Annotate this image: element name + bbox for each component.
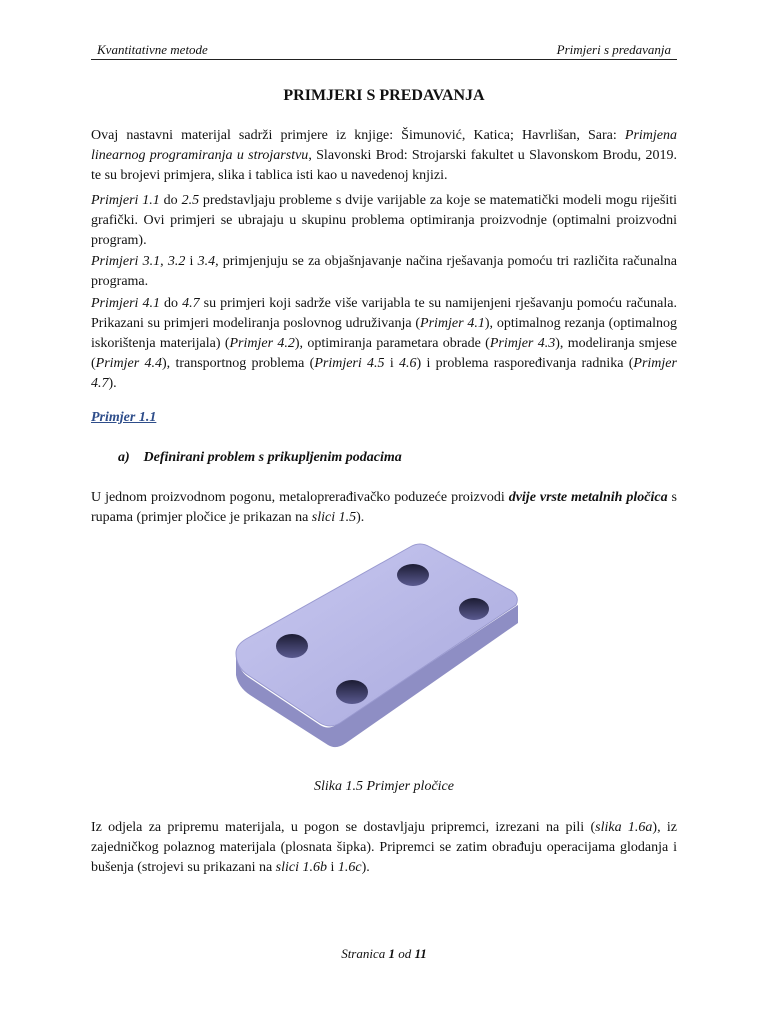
paragraph-preparation: Iz odjela za pripremu materijala, u pogon se dostavljaju pripremci, izrezani na pili (slika 1.6a), iz zajedničkog polaznog materijala (plosnata šipka). Pripremci se zatim obrađuju operacijama glodanja i bušenja (strojevi su prikazani na slici 1.6b i 1.6c).: [91, 820, 677, 875]
page-header: [91, 42, 677, 60]
subheading-label: a): [118, 450, 130, 465]
book-title: Primjena linearnog programiranja u strojarstvu: [91, 128, 677, 163]
hole: [336, 680, 368, 704]
page-footer: Stranica 1 od 11: [341, 946, 427, 961]
section-subheading: [118, 450, 402, 466]
paragraph-examples-1-2: Primjeri 1.1 do 2.5 predstavljaju probleme s dvije varijable za koje se matematički modeli mogu riješiti grafički. Ovi primjeri se ubrajaju u skupinu problema optimiranja proizvodnje (optimalni proizvodni program).: [91, 193, 678, 248]
header-right: Primjeri s predavanja: [556, 42, 671, 57]
page-title: PRIMJERI S PREDAVANJA: [283, 87, 485, 104]
page-total: 11: [414, 946, 427, 961]
bold-emphasis: dvije vrste metalnih pločica: [508, 490, 668, 505]
page-number: 1: [388, 946, 395, 961]
header-left: Kvantitativne metode: [97, 42, 208, 57]
paragraph-examples-4: Primjeri 4.1 do 4.7 su primjeri koji sadrže više varijabla te su namijenjeni rješavanju pomoću računala. Prikazani su primjeri modeliranja poslovnog udruživanja (Primjer 4.1), optimalnog rezanja (optimalnog iskorištenja materijala) (Primjer 4.2), optimiranja parametara obrade (Primjer 4.3), modeliranja smjese (Primjer 4.4), transportnog problema (Primjeri 4.5 i 4.6) i problema raspoređivanja radnika (Primjer 4.7).: [91, 296, 678, 391]
paragraph-intro-source: Ovaj nastavni materijal sadrži primjere iz knjige: Šimunović, Katica; Havrlišan, Sara: Primjena linearnog programiranja u strojarstvu, Slavonski Brod: Strojarski fakultet u Slavonskom Brodu, 2019. te su brojevi primjera, slika i tablica isti kao u navedenoj knjizi.: [91, 128, 678, 183]
figure-plate: [228, 535, 528, 765]
hole: [276, 634, 308, 658]
plate-illustration: [228, 535, 528, 765]
paragraph-examples-3: Primjeri 3.1, 3.2 i 3.4, primjenjuju se za objašnjavanje načina rješavanja pomoću tri različita računalna programa.: [91, 254, 678, 289]
hole: [459, 598, 489, 620]
example-heading: Primjer 1.1: [91, 410, 157, 425]
paragraph-problem: U jednom proizvodnom pogonu, metaloprerađivačko poduzeće proizvodi dvije vrste metalnih pločica s rupama (primjer pločice je prikazan na slici 1.5).: [91, 490, 677, 525]
figure-caption: Slika 1.5 Primjer pločice: [314, 779, 454, 794]
hole: [397, 564, 429, 586]
subheading-text: Definirani problem s prikupljenim podacima: [143, 450, 402, 465]
